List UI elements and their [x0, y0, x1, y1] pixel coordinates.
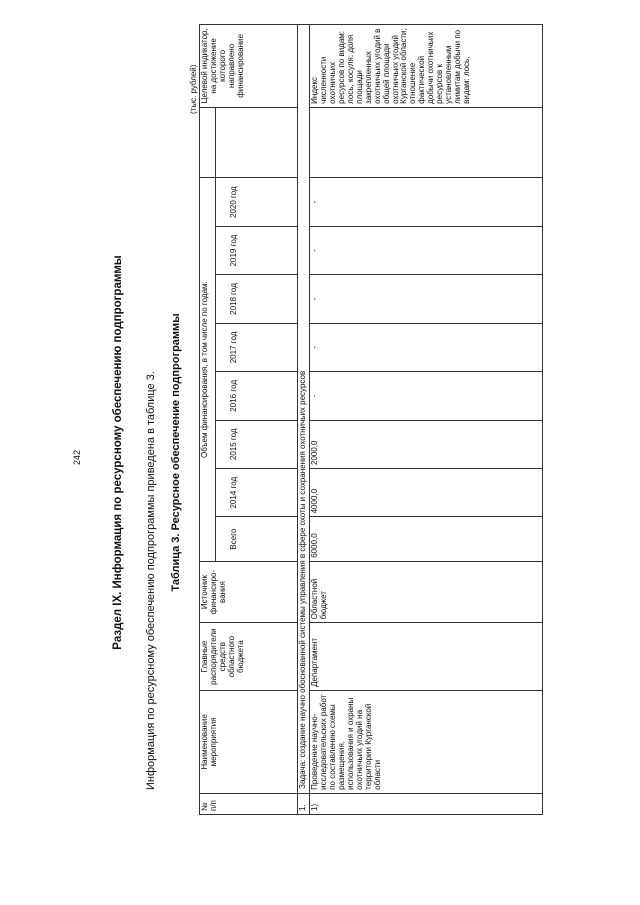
header-funding-group: Объем финансирования, в том числе по годам:: [200, 178, 216, 561]
resource-table: [199, 24, 543, 815]
row-year-value: 2000,0: [309, 420, 542, 468]
header-num: № п/п: [200, 793, 298, 814]
header-year: 2017 год: [216, 323, 298, 371]
row-year-value: -: [309, 226, 542, 274]
header-source: Источник финансиро-вания: [200, 561, 298, 623]
table-title: Таблица 3. Ресурсное обеспечение подпрограммы: [170, 313, 182, 592]
header-indicator: Целевой индикатор, на достижение которого направлено финансирование: [200, 25, 298, 108]
row-empty-cell: [309, 107, 542, 178]
header-year: 2020 год: [216, 178, 298, 226]
row-indicator: Индекс численности охотничьих ресурсов по видам: лось, косуля; доля площади закрепленных охотничьих угодий в общей площади охотничьих угодий Курганской области; отношение фактической добычи охотничьих ресурсов к установленным лимитам добычи по видам: лось,: [309, 25, 542, 108]
task-text: Задача: создание научно обоснованной системы управления в сфере охоты и сохранения охотничьих ресурсов: [298, 25, 310, 794]
row-total: 6000,0: [309, 517, 542, 561]
header-year: 2019 год: [216, 226, 298, 274]
header-row-1: [200, 25, 216, 815]
row-year-value: -: [309, 323, 542, 371]
header-year: 2014 год: [216, 468, 298, 516]
header-year: 2016 год: [216, 372, 298, 420]
row-name: Проведение научно-исследовательских работ по составлению схемы размещения, использования и охраны охотничьих угодий на территории Курганской области: [309, 690, 542, 793]
header-distributors: Главные распорядители средств областного бюджета: [200, 623, 298, 691]
row-year-value: 4000,0: [309, 468, 542, 516]
row-source: Областной бюджет: [309, 561, 542, 623]
row-year-value: -: [309, 275, 542, 323]
header-year: 2018 год: [216, 275, 298, 323]
units-label: (тыс. рублей): [189, 64, 198, 114]
header-total: Всего: [216, 517, 298, 561]
header-empty-cell: [200, 107, 216, 178]
page-number: 242: [72, 449, 82, 465]
intro-text: Информация по ресурсному обеспечению подпрограммы приведена в таблице 3.: [145, 371, 157, 790]
row-num: 1): [309, 793, 542, 814]
row-year-value: -: [309, 372, 542, 420]
header-name: Наименование мероприятия: [200, 690, 298, 793]
table-row: [309, 25, 542, 815]
task-num: 1.: [298, 793, 310, 814]
row-year-value: -: [309, 178, 542, 226]
task-row: [298, 25, 310, 815]
row-distributor: Департамент: [309, 623, 542, 691]
header-year: 2015 год: [216, 420, 298, 468]
section-title: Раздел IX. Информация по ресурсному обеспечению подпрограммы: [112, 255, 124, 650]
